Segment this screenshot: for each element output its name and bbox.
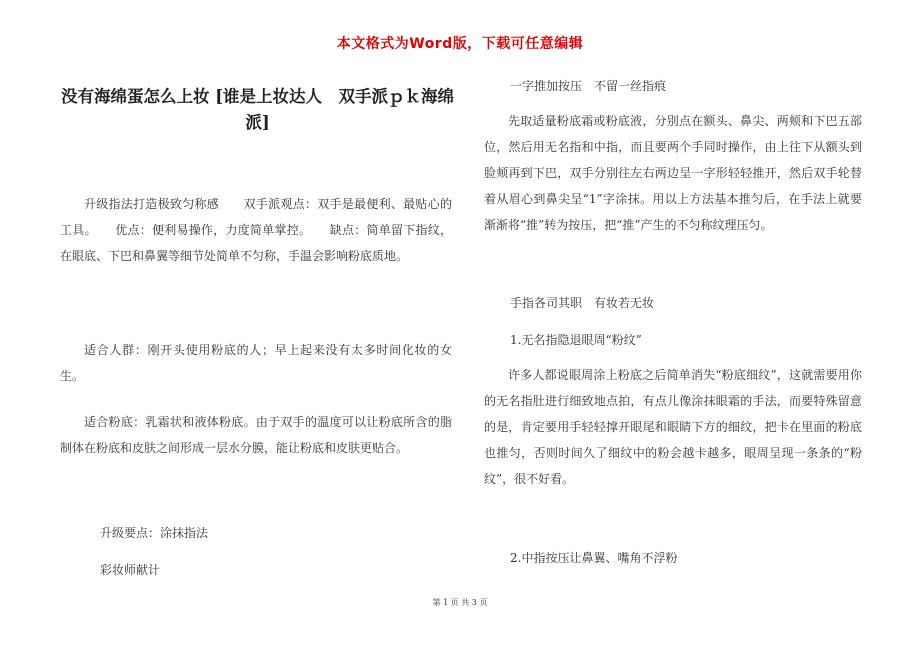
heading-fingers-roles: 手指各司其职 有妆若无妆 [510, 296, 655, 310]
paragraph-eye-fine-lines: 许多人都说眼周涂上粉底之后简单消失“粉底细纹”，这就需要用你的无名指肚进行细致地点拍，有点儿像涂抹眼霜的手法，而要特殊留意的是，肯定要用手轻轻撑开眼尾和眼睛下方的细纹，把卡在里面的粉底也推匀，否则时间久了细纹中的粉会越卡越多，眼周呈现一条条的“粉纹”，很不好看。 [484, 368, 862, 486]
heading-middle-finger: 2.中指按压让鼻翼、嘴角不浮粉 [510, 551, 678, 565]
paragraph-suitable-foundation: 适合粉底：乳霜状和液体粉底。由于双手的温度可以让粉底所含的脂制体在粉底和皮肤之间形成一层水分膜，能让粉底和皮肤更贴合。 [60, 415, 452, 455]
heading-ring-finger: 1.无名指隐退眼周“粉纹” [510, 333, 642, 347]
heading-push-and-press: 一字推加按压 不留一丝指痕 [510, 79, 667, 93]
page-number-footer: 第 1 页 共 3 页 [432, 598, 488, 607]
heading-upgrade-points: 升级要点：涂抹指法 [100, 526, 209, 540]
paragraph-suitable-people: 适合人群：刚开头使用粉底的人；早上起来没有太多时间化妆的女生。 [60, 343, 452, 383]
heading-makeup-artist-tips: 彩妆师献计 [100, 563, 161, 577]
article-title: 没有海绵蛋怎么上妆 [谁是上妆达人 双手派ｐｋ海绵派] [60, 87, 455, 132]
paragraph-push-method: 先取适量粉底霜或粉底液，分别点在额头、鼻尖、两颊和下巴五部位，然后用无名指和中指，而且要两个手同时操作，由上往下从额头到脸颊再到下巴，双手分别往左右两边呈一字形轻轻推开，然后双手轮替着从眉心到鼻尖呈“1”字涂抹。用以上方法基本推匀后，在手法上就要渐渐将“推”转为按压，把“推”产生的不匀称纹理压匀。 [484, 114, 862, 232]
paragraph-two-hands-view: 升级指法打造极致匀称感 双手派观点：双手是最便利、最贴心的工具。 优点：便利易操作，力度简单掌控。 缺点：简单留下指纹，在眼底、下巴和鼻翼等细节处简单不匀称，手温会影响粉底质地。 [60, 197, 452, 263]
word-version-banner: 本文格式为Word版，下载可任意编辑 [336, 36, 584, 52]
